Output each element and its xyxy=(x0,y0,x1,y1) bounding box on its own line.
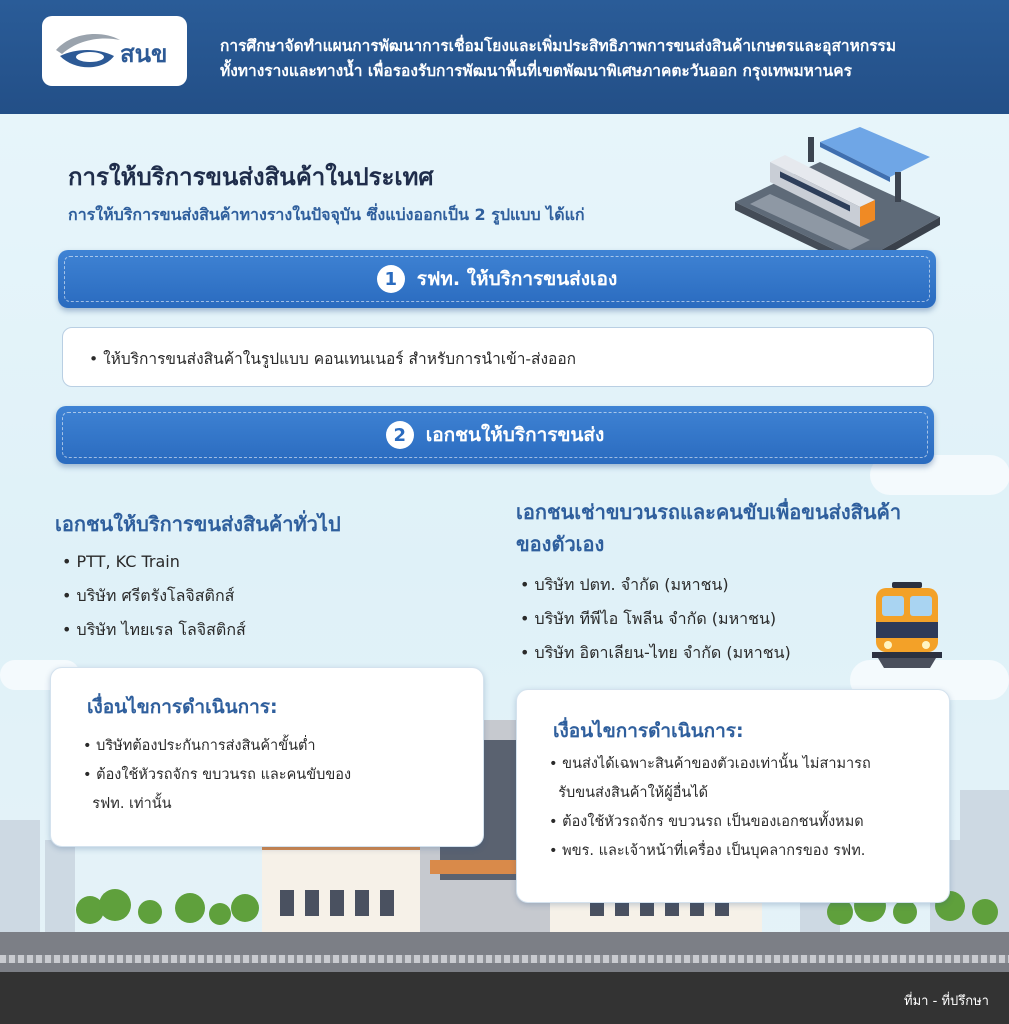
right-column-title-line2: ของตัวเอง xyxy=(516,532,605,556)
section-subtitle: การให้บริการขนส่งสินค้าทางรางในปัจจุบัน ซึ่งแบ่งออกเป็น 2 รูปแบบ ได้แก่ xyxy=(68,205,585,224)
list-item: • บริษัท ปตท. จำกัด (มหาชน) xyxy=(520,568,791,602)
logo-text: สนข xyxy=(120,40,168,68)
road-strip xyxy=(0,932,1009,972)
list-item: • บริษัท ไทยเรล โลจิสติกส์ xyxy=(62,613,246,647)
list-item: • ต้องใช้หัวรถจักร ขบวนรถ เป็นของเอกชนทั้งหมด xyxy=(549,814,864,830)
list-item: รฟท. เท่านั้น xyxy=(83,796,172,812)
right-column-list xyxy=(520,568,791,670)
left-conditions-list xyxy=(83,732,351,819)
left-conditions-title: เงื่อนไขการดำเนินการ: xyxy=(87,696,278,718)
option1-banner xyxy=(58,250,936,308)
right-conditions-box xyxy=(516,689,950,903)
header-title-line2: ทั้งทางรางและทางน้ำ เพื่อรองรับการพัฒนาพื้นที่เขตพัฒนาพิเศษภาคตะวันออก กรุงเทพมหานคร xyxy=(220,62,852,80)
list-item: • บริษัท อิตาเลียน-ไทย จำกัด (มหาชน) xyxy=(520,636,791,670)
list-item: • PTT, KC Train xyxy=(62,545,246,579)
list-item: รับขนส่งสินค้าให้ผู้อื่นได้ xyxy=(549,785,709,801)
left-column-list xyxy=(62,545,246,647)
option1-number-badge: 1 xyxy=(377,265,405,293)
header-bar xyxy=(0,0,1009,114)
list-item: • บริษัท ทีพีไอ โพลีน จำกัด (มหาชน) xyxy=(520,602,791,636)
option2-number-badge: 2 xyxy=(386,421,414,449)
option1-detail-box xyxy=(62,327,934,387)
logo-swoosh-icon xyxy=(54,26,124,76)
list-item: • บริษัท ศรีตรังโลจิสติกส์ xyxy=(62,579,246,613)
rail-track xyxy=(0,955,1009,963)
option1-detail: • ให้บริการขนส่งสินค้าในรูปแบบ คอนเทนเนอร์ สำหรับการนำเข้า-ส่งออก xyxy=(89,350,577,368)
header-title-line1: การศึกษาจัดทำแผนการพัฒนาการเชื่อมโยงและเพิ่มประสิทธิภาพการขนส่งสินค้าเกษตรและอุสาหกรรม xyxy=(220,37,897,55)
right-column-title-line1: เอกชนเช่าขบวนรถและคนขับเพื่อขนส่งสินค้า xyxy=(516,500,902,524)
locomotive-icon xyxy=(872,582,942,668)
logo xyxy=(42,16,187,86)
list-item: • ต้องใช้หัวรถจักร ขบวนรถ และคนขับของ xyxy=(83,767,352,783)
header-title xyxy=(220,34,990,84)
option2-label: เอกชนให้บริการขนส่ง xyxy=(425,424,605,446)
right-column-title xyxy=(516,496,901,560)
source-note: ที่มา - ที่ปรึกษา xyxy=(904,994,989,1009)
option1-label: รฟท. ให้บริการขนส่งเอง xyxy=(416,268,618,290)
right-conditions-list xyxy=(549,750,871,866)
left-column-title: เอกชนให้บริการขนส่งสินค้าทั่วไป xyxy=(55,512,341,536)
section-title: การให้บริการขนส่งสินค้าในประเทศ xyxy=(68,163,434,191)
option2-banner xyxy=(56,406,934,464)
footer-bar xyxy=(0,972,1009,1024)
list-item: • พขร. และเจ้าหน้าที่เครื่อง เป็นบุคลากรของ รฟท. xyxy=(549,843,866,859)
list-item: • บริษัทต้องประกันการส่งสินค้าขั้นต่ำ xyxy=(83,738,316,754)
right-conditions-title: เงื่อนไขการดำเนินการ: xyxy=(553,720,744,742)
left-conditions-box xyxy=(50,667,484,847)
list-item: • ขนส่งได้เฉพาะสินค้าของตัวเองเท่านั้น ไม่สามารถ xyxy=(549,756,871,772)
